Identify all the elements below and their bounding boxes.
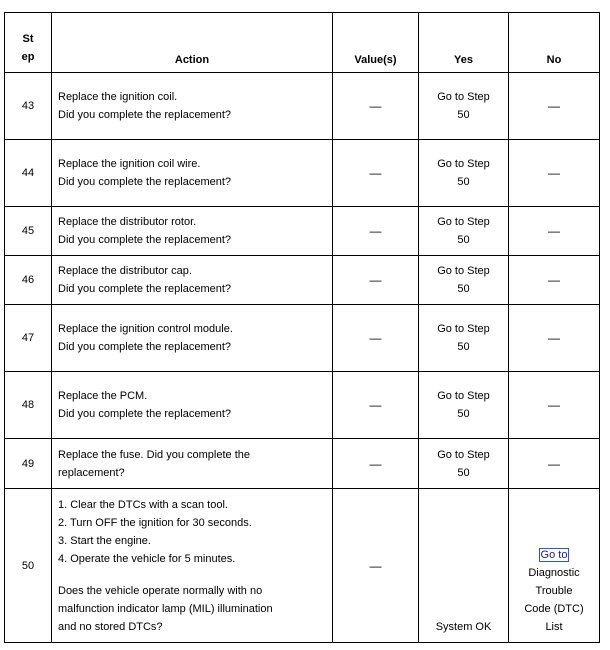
value-cell: —: [333, 372, 419, 439]
procedure-list: [58, 496, 326, 568]
table-row: [5, 439, 600, 489]
value-cell: —: [333, 489, 419, 643]
step-number: 47: [5, 305, 52, 372]
table-row: [5, 207, 600, 256]
header-action: Action: [52, 13, 333, 73]
list-item: 1. Clear the DTCs with a scan tool.: [58, 498, 228, 511]
go-to-dtc-list-link[interactable]: Go to: [540, 549, 568, 561]
list-item: 2. Turn OFF the ignition for 30 seconds.: [58, 516, 252, 529]
yes-cell: Go to Step 50: [419, 256, 509, 305]
action-cell: Replace the PCM. Did you complete the replacement?: [52, 372, 333, 439]
action-cell: Replace the ignition control module. Did you complete the replacement?: [52, 305, 333, 372]
yes-cell: System OK: [419, 489, 509, 643]
table-row: [5, 256, 600, 305]
header-step: St ep: [5, 13, 52, 73]
no-cell: —: [509, 256, 600, 305]
no-cell: —: [509, 73, 600, 140]
diagnostic-table: [4, 12, 600, 643]
action-cell: Replace the ignition coil. Did you complete the replacement?: [52, 73, 333, 140]
step-number: 45: [5, 207, 52, 256]
step-number: 50: [5, 489, 52, 643]
header-values: Value(s): [333, 13, 419, 73]
final-question: Does the vehicle operate normally with no malfunction indicator lamp (MIL) illumination and no stored DTCs?: [58, 584, 273, 633]
yes-cell: Go to Step 50: [419, 207, 509, 256]
header-row: [5, 13, 600, 73]
no-cell: —: [509, 372, 600, 439]
action-cell: [52, 489, 333, 643]
table-row: [5, 305, 600, 372]
no-cell: —: [509, 439, 600, 489]
action-cell: Replace the distributor cap. Did you complete the replacement?: [52, 256, 333, 305]
step-number: 43: [5, 73, 52, 140]
table-row: [5, 372, 600, 439]
table-row: [5, 140, 600, 207]
table-row: [5, 73, 600, 140]
yes-cell: Go to Step 50: [419, 372, 509, 439]
yes-cell: Go to Step 50: [419, 73, 509, 140]
value-cell: —: [333, 439, 419, 489]
value-cell: —: [333, 207, 419, 256]
value-cell: —: [333, 73, 419, 140]
list-item: 4. Operate the vehicle for 5 minutes.: [58, 552, 236, 565]
action-cell: Replace the fuse. Did you complete the replacement?: [52, 439, 333, 489]
no-cell: —: [509, 140, 600, 207]
value-cell: —: [333, 140, 419, 207]
value-cell: —: [333, 256, 419, 305]
no-cell: —: [509, 305, 600, 372]
action-cell: Replace the distributor rotor. Did you complete the replacement?: [52, 207, 333, 256]
step-number: 49: [5, 439, 52, 489]
yes-cell: Go to Step 50: [419, 305, 509, 372]
step-number: 46: [5, 256, 52, 305]
yes-cell: Go to Step 50: [419, 140, 509, 207]
step-number: 48: [5, 372, 52, 439]
list-item: 3. Start the engine.: [58, 534, 151, 547]
yes-cell: Go to Step 50: [419, 439, 509, 489]
header-no: No: [509, 13, 600, 73]
no-cell: Go to Diagnostic Trouble Code (DTC) List: [509, 489, 600, 643]
action-cell: Replace the ignition coil wire. Did you complete the replacement?: [52, 140, 333, 207]
value-cell: —: [333, 305, 419, 372]
table-row: [5, 489, 600, 643]
no-cell: —: [509, 207, 600, 256]
header-yes: Yes: [419, 13, 509, 73]
step-number: 44: [5, 140, 52, 207]
